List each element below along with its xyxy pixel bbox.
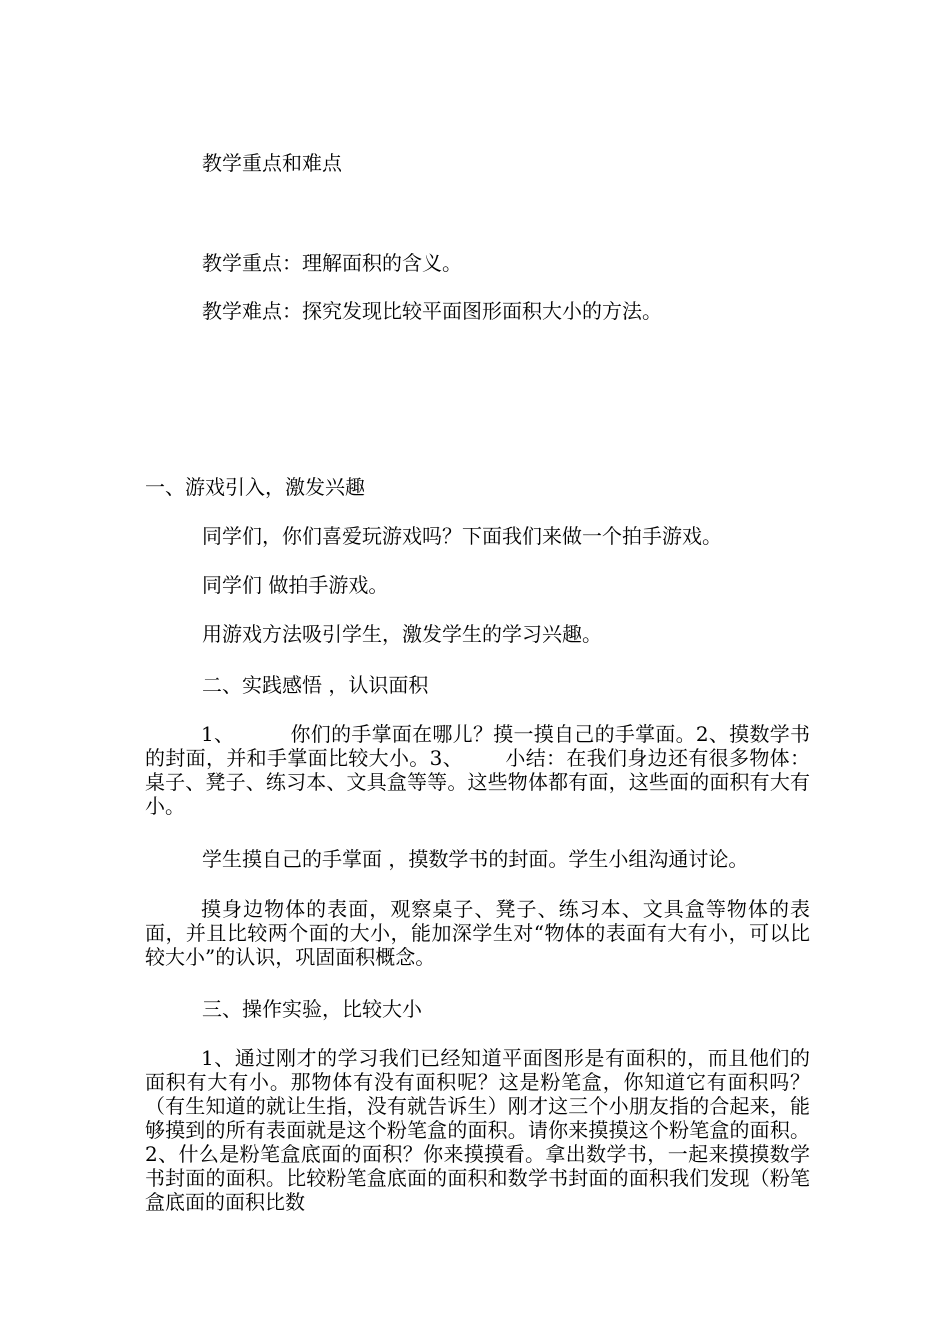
section-2-paragraph-1 bbox=[145, 722, 810, 818]
section-3-title: 三、操作实验，比较大小 bbox=[202, 997, 422, 1021]
difficult-point: 教学难点：探究发现比较平面图形面积大小的方法。 bbox=[202, 299, 662, 323]
heading-key-points: 教学重点和难点 bbox=[202, 151, 342, 175]
section-2-student-text: 学生摸自己的手掌面 ，摸数学书的封面。学生小组沟通讨论。 bbox=[202, 847, 749, 871]
s2-p1-part-c: 小结：在我们身边还有很多物体：桌子、凳子、练习本、文具盒等等。这些物体都有面，这些面的面积有大有小。 bbox=[145, 746, 810, 818]
s2-p1-part-a: 1、 bbox=[201, 722, 235, 746]
section-1-title: 一、游戏引入，激发兴趣 bbox=[145, 475, 365, 499]
section-1-intent-text: 用游戏方法吸引学生，激发学生的学习兴趣。 bbox=[202, 622, 602, 646]
s2-p1-part-b: 你们的手掌面在哪儿？摸一摸自己的手掌面。2、摸数学书的封面，并和手掌面比较大小。3、 bbox=[145, 722, 810, 770]
section-2-intent-text: 摸身边物体的表面，观察桌子、凳子、练习本、文具盒等物体的表面，并且比较两个面的大小，能加深学生对“物体的表面有大有小，可以比较大小”的认识，巩固面积概念。 bbox=[145, 897, 810, 969]
section-1-teacher-text: 同学们，你们喜爱玩游戏吗？下面我们来做一个拍手游戏。 bbox=[202, 524, 722, 548]
section-1-student-text: 同学们 做拍手游戏。 bbox=[202, 573, 389, 597]
section-2-title: 二、实践感悟 ，认识面积 bbox=[202, 673, 429, 697]
section-3-paragraph-1: 1、通过刚才的学习我们已经知道平面图形是有面积的，而且他们的面积有大有小。那物体有没有面积呢？这是粉笔盒，你知道它有面积吗？（有生知道的就让生指，没有就告诉生）刚才这三个小朋友指的合起来，能够摸到的所有表面就是这个粉笔盒的面积。请你来摸摸这个粉笔盒的面积。2、什么是粉笔盒底面的面积？你来摸摸看。拿出数学书，一起来摸摸数学书封面的面积。比较粉笔盒底面的面积和数学书封面的面积我们发现（粉笔盒底面的面积比数 bbox=[145, 1046, 810, 1214]
key-point: 教学重点：理解面积的含义。 bbox=[202, 251, 462, 275]
